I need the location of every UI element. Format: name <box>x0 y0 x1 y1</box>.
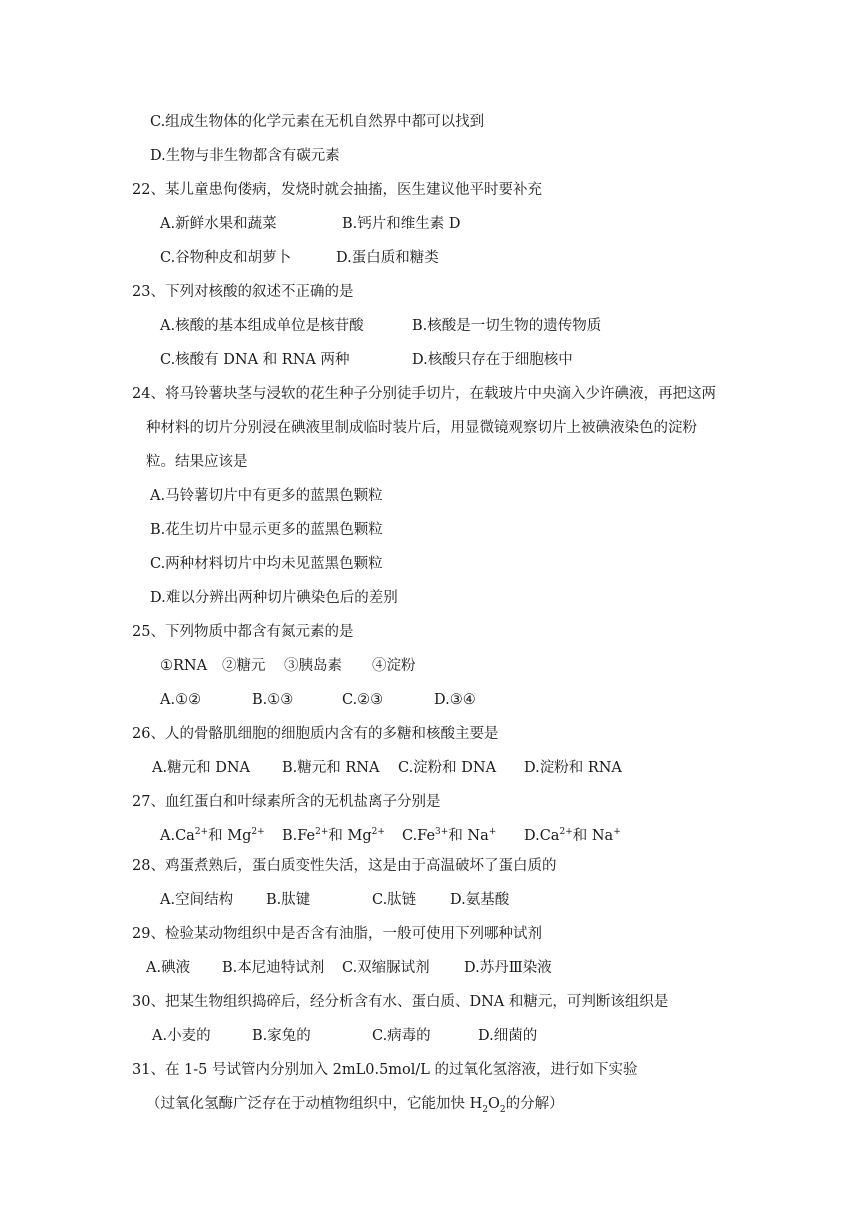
question-22: 22、某儿童患佝偻病，发烧时就会抽搐，医生建议他平时要补充 <box>132 182 542 198</box>
q27-option-c: $C.Fe^{3+}$和 Na+ <box>402 827 497 844</box>
q29-option-c: C.双缩脲试剂 <box>342 960 430 976</box>
q27-option-d: $D.Ca^{2+}$和 Na+ <box>524 827 621 844</box>
question-24-line-1: 24、将马铃薯块茎与浸软的花生种子分别徒手切片，在载玻片中央滴入少许碘液，再把这两 <box>132 386 716 402</box>
question-31: 31、在 1-5 号试管内分别加入 2mL0.5mol/L 的过氧化氢溶液，进行如下实验 <box>132 1062 638 1078</box>
q26-option-a: A.糖元和 DNA <box>152 760 250 776</box>
q22-option-d: D.蛋白质和糖类 <box>336 250 439 266</box>
q28-option-c: C.肽链 <box>372 892 417 908</box>
q23-option-a: A.核酸的基本组成单位是核苷酸 <box>160 318 364 334</box>
q25-option-a: A.①② <box>160 692 202 708</box>
q23-option-b: B.核酸是一切生物的遗传物质 <box>412 318 602 334</box>
q25-item-1: ①RNA <box>160 658 208 674</box>
q24-option-b: B.花生切片中显示更多的蓝黑色颗粒 <box>150 522 383 538</box>
q25-option-d: D.③④ <box>434 692 476 708</box>
q25-item-4: ④淀粉 <box>372 658 416 674</box>
option-c-line: C.组成生物体的化学元素在无机自然界中都可以找到 <box>150 114 485 130</box>
question-25: 25、下列物质中都含有氮元素的是 <box>132 624 354 640</box>
question-28: 28、鸡蛋煮熟后，蛋白质变性失活，这是由于高温破坏了蛋白质的 <box>132 858 557 874</box>
q24-option-c: C.两种材料切片中均未见蓝黑色颗粒 <box>150 556 383 572</box>
question-27: 27、血红蛋白和叶绿素所含的无机盐离子分别是 <box>132 794 441 810</box>
q25-item-3: ③胰岛素 <box>284 658 342 674</box>
q24-option-d: D.难以分辨出两种切片碘染色后的差别 <box>150 590 398 606</box>
q24-option-a: A.马铃薯切片中有更多的蓝黑色颗粒 <box>150 488 383 504</box>
option-d-line: D.生物与非生物都含有碳元素 <box>150 148 340 164</box>
q22-option-a: A.新鲜水果和蔬菜 <box>160 216 277 232</box>
question-31-note: （过氧化氢酶广泛存在于动植物组织中，它能加快 $H_2O_2$的分解） <box>146 1096 564 1115</box>
q28-option-b: B.肽键 <box>266 892 311 908</box>
q23-option-d: D.核酸只存在于细胞核中 <box>412 352 573 368</box>
question-23: 23、下列对核酸的叙述不正确的是 <box>132 284 354 300</box>
q23-option-c: C.核酸有 DNA 和 RNA 两种 <box>160 352 350 368</box>
q22-option-c: C.谷物种皮和胡萝卜 <box>160 250 292 266</box>
q26-option-d: D.淀粉和 RNA <box>524 760 622 776</box>
q30-option-b: B.家兔的 <box>252 1028 311 1044</box>
q27-option-b: $B.Fe^{2+}$和 $Mg^{2+}$ <box>282 827 385 844</box>
q29-option-d: D.苏丹Ⅲ染液 <box>464 960 552 976</box>
question-24-line-3: 粒。结果应该是 <box>146 454 248 470</box>
question-30: 30、把某生物组织捣碎后，经分析含有水、蛋白质、DNA 和糖元，可判断该组织是 <box>132 994 669 1010</box>
question-24-line-2: 种材料的切片分别浸在碘液里制成临时装片后，用显微镜观察切片上被碘液染色的淀粉 <box>146 420 697 436</box>
q27-option-a: $A.Ca^{2+}$和 $Mg^{2+}$ <box>160 827 265 844</box>
q25-option-c: C.②③ <box>342 692 384 708</box>
q26-option-b: B.糖元和 RNA <box>282 760 380 776</box>
q25-option-b: B.①③ <box>252 692 294 708</box>
q26-option-c: C.淀粉和 DNA <box>398 760 497 776</box>
q28-option-d: D.氨基酸 <box>450 892 510 908</box>
q30-option-d: D.细菌的 <box>478 1028 538 1044</box>
q30-option-c: C.病毒的 <box>372 1028 431 1044</box>
q29-option-b: B.本尼迪特试剂 <box>222 960 325 976</box>
q25-item-2: ②糖元 <box>222 658 266 674</box>
q30-option-a: A.小麦的 <box>152 1028 211 1044</box>
question-29: 29、检验某动物组织中是否含有油脂，一般可使用下列哪种试剂 <box>132 926 542 942</box>
question-26: 26、人的骨骼肌细胞的细胞质内含有的多糖和核酸主要是 <box>132 726 499 742</box>
q28-option-a: A.空间结构 <box>160 892 234 908</box>
q22-option-b: B.钙片和维生素 D <box>342 216 461 232</box>
q29-option-a: A.碘液 <box>146 960 191 976</box>
